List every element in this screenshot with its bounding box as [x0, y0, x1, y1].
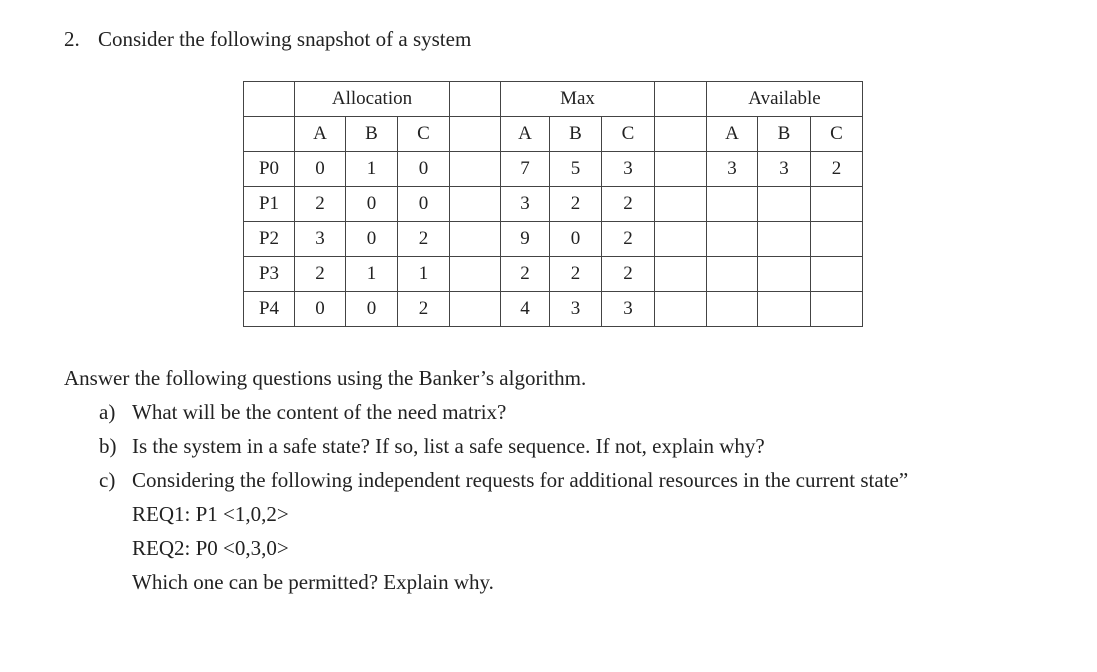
available-cell [758, 187, 811, 222]
allocation-cell: 2 [295, 187, 346, 222]
list-item [99, 398, 908, 432]
spacer-cell [450, 187, 501, 222]
max-resource-b: B [550, 117, 602, 152]
max-cell: 3 [602, 292, 655, 327]
available-cell [811, 292, 863, 327]
max-cell: 4 [501, 292, 550, 327]
allocation-cell: 0 [346, 222, 398, 257]
process-id: P0 [244, 152, 295, 187]
spacer-cell [655, 257, 707, 292]
allocation-cell: 0 [398, 187, 450, 222]
spacer-cell [655, 222, 707, 257]
process-id: P4 [244, 292, 295, 327]
spacer-cell [450, 222, 501, 257]
spacer-cell [655, 292, 707, 327]
process-id: P2 [244, 222, 295, 257]
snapshot-table [243, 81, 863, 327]
max-cell: 7 [501, 152, 550, 187]
max-resource-a: A [501, 117, 550, 152]
available-resource-c: C [811, 117, 863, 152]
allocation-cell: 2 [295, 257, 346, 292]
spacer-cell [655, 152, 707, 187]
max-cell: 5 [550, 152, 602, 187]
list-item [99, 466, 908, 500]
spacer-cell [450, 82, 501, 117]
max-cell: 2 [550, 187, 602, 222]
table-group-header-row [244, 82, 863, 117]
max-header: Max [501, 82, 655, 117]
item-label: b) [99, 434, 117, 458]
allocation-resource-a: A [295, 117, 346, 152]
max-cell: 3 [602, 152, 655, 187]
available-cell [811, 222, 863, 257]
max-cell: 2 [602, 257, 655, 292]
available-cell [758, 292, 811, 327]
table-corner-cell [244, 117, 295, 152]
question-title [64, 27, 471, 52]
allocation-cell: 1 [398, 257, 450, 292]
question-list [99, 398, 908, 602]
available-cell [707, 257, 758, 292]
table-resource-header-row [244, 117, 863, 152]
max-cell: 9 [501, 222, 550, 257]
process-id: P1 [244, 187, 295, 222]
spacer-cell [655, 187, 707, 222]
allocation-cell: 0 [295, 152, 346, 187]
allocation-resource-c: C [398, 117, 450, 152]
available-cell [811, 187, 863, 222]
item-text: Is the system in a safe state? If so, list a safe sequence. If not, explain why? [132, 434, 765, 458]
available-cell [758, 257, 811, 292]
table-row [244, 222, 863, 257]
available-cell [811, 257, 863, 292]
available-cell: 3 [758, 152, 811, 187]
available-cell: 3 [707, 152, 758, 187]
allocation-cell: 2 [398, 222, 450, 257]
spacer-cell [655, 117, 707, 152]
list-item [99, 432, 908, 466]
allocation-cell: 1 [346, 257, 398, 292]
request-question: Which one can be permitted? Explain why. [132, 570, 494, 594]
max-cell: 2 [602, 222, 655, 257]
item-label: c) [99, 468, 116, 492]
available-cell [707, 292, 758, 327]
allocation-cell: 1 [346, 152, 398, 187]
allocation-header: Allocation [295, 82, 450, 117]
item-text: Considering the following independent requests for additional resources in the current state” [132, 468, 909, 492]
available-cell [707, 222, 758, 257]
item-text: What will be the content of the need matrix? [132, 400, 507, 424]
max-resource-c: C [602, 117, 655, 152]
table-row [244, 292, 863, 327]
table-row [244, 257, 863, 292]
allocation-cell: 0 [346, 187, 398, 222]
item-label: a) [99, 400, 116, 424]
allocation-cell: 0 [295, 292, 346, 327]
allocation-cell: 3 [295, 222, 346, 257]
allocation-cell: 0 [398, 152, 450, 187]
spacer-cell [450, 257, 501, 292]
available-cell: 2 [811, 152, 863, 187]
table-corner-cell [244, 82, 295, 117]
max-cell: 2 [501, 257, 550, 292]
max-cell: 0 [550, 222, 602, 257]
max-cell: 2 [550, 257, 602, 292]
allocation-resource-b: B [346, 117, 398, 152]
available-cell [707, 187, 758, 222]
process-id: P3 [244, 257, 295, 292]
max-cell: 2 [602, 187, 655, 222]
request-2: REQ2: P0 <0,3,0> [132, 536, 289, 560]
table-row [244, 187, 863, 222]
question-number: 2. [64, 27, 80, 51]
available-resource-b: B [758, 117, 811, 152]
max-cell: 3 [550, 292, 602, 327]
question-text: Consider the following snapshot of a system [98, 27, 472, 51]
answer-intro: Answer the following questions using the Banker’s algorithm. [64, 366, 587, 390]
available-cell [758, 222, 811, 257]
spacer-cell [655, 82, 707, 117]
available-resource-a: A [707, 117, 758, 152]
allocation-cell: 2 [398, 292, 450, 327]
table-row [244, 152, 863, 187]
spacer-cell [450, 152, 501, 187]
request-1: REQ1: P1 <1,0,2> [132, 502, 289, 526]
allocation-cell: 0 [346, 292, 398, 327]
available-header: Available [707, 82, 863, 117]
spacer-cell [450, 117, 501, 152]
max-cell: 3 [501, 187, 550, 222]
spacer-cell [450, 292, 501, 327]
